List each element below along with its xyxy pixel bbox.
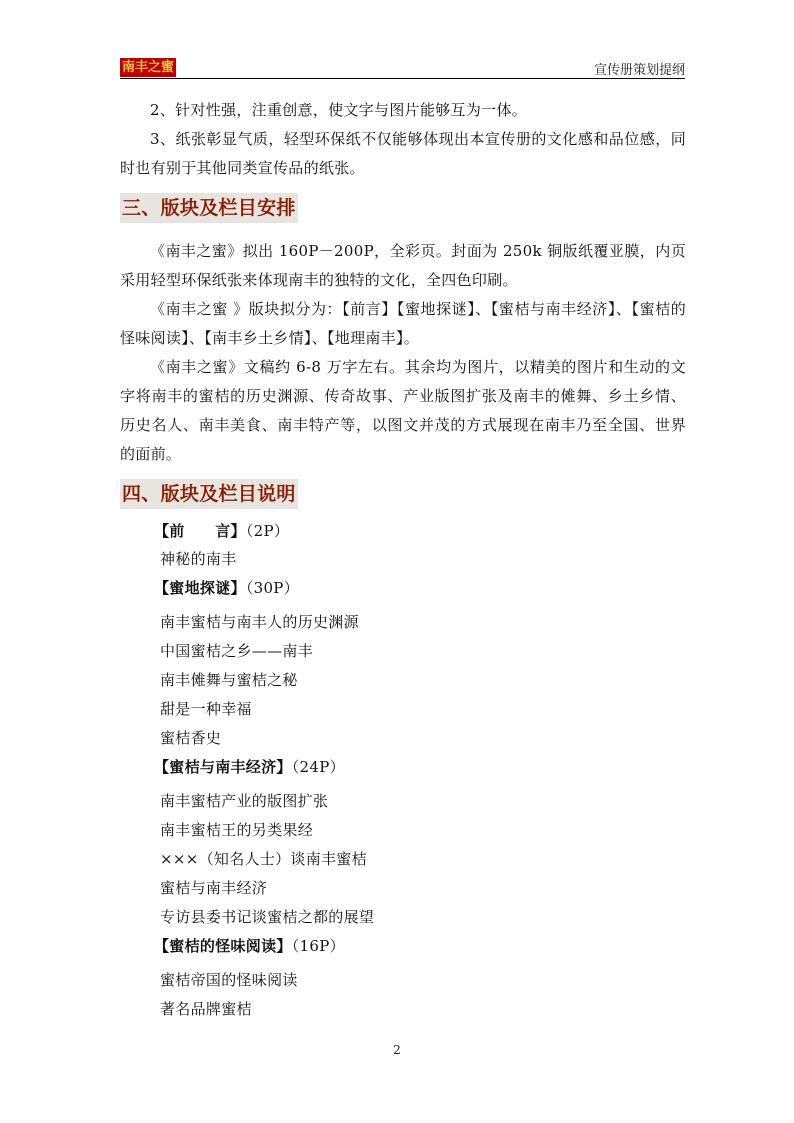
column-pages: （16P） [291,937,345,955]
body-paragraph: 《南丰之蜜》拟出 160P－200P，全彩页。封面为 250k 铜版纸覆亚膜，内页采用轻型环保纸张来体现南丰的独特的文化，全四色印刷。 [120,242,686,289]
column-pages: （24P） [291,758,345,776]
column-title: 【蜜地探谜】 [154,579,246,597]
list-item: 蜜桔帝国的怪味阅读 [160,971,298,989]
page-header [120,58,685,79]
list-item: 著名品牌蜜桔 [160,1000,252,1018]
column-item-list [120,787,686,932]
list-item: 专访县委书记谈蜜桔之都的展望 [160,908,375,926]
column-item-list [120,545,686,574]
column-item-list [120,608,686,753]
list-item: 蜜桔香史 [160,729,222,747]
column-pages: （2P） [245,522,290,540]
column-heading [154,932,686,960]
list-item: 南丰蜜桔与南丰人的历史渊源 [160,613,359,631]
page-content [120,96,686,1024]
section-heading: 四、版块及栏目说明 [120,479,298,509]
column-pages: （30P） [245,579,299,597]
page-number: 2 [393,1043,401,1057]
body-paragraph: 《南丰之蜜 》版块拟分为：【前言】【蜜地探谜】、【蜜桔与南丰经济】、【蜜桔的怪味阅读】、【南丰乡土乡情】、【地理南丰】。 [120,300,686,347]
list-item: 南丰傩舞与蜜桔之秘 [160,671,298,689]
list-item: 甜是一种幸福 [160,700,252,718]
brand-label: 南丰之蜜 [122,60,175,75]
section-heading: 三、版块及栏目安排 [120,193,298,223]
body-paragraph: 《南丰之蜜》文稿约 6-8 万字左右。其余均为图片，以精美的图片和生动的文字将南丰的蜜桔的历史渊源、传奇故事、产业版图扩张及南丰的傩舞、乡土乡情、历史名人、南丰美食、南丰特产等，以图文并茂的方式展现在南丰乃至全国、世界的面前。 [120,358,686,463]
column-title: 【蜜桔与南丰经济】 [154,758,292,776]
column-title: 【蜜桔的怪味阅读】 [154,937,292,955]
column-heading [154,574,686,602]
header-title: 宣传册策划提纲 [593,63,685,78]
list-item: 蜜桔与南丰经济 [160,879,268,897]
column-item-list [120,966,686,1024]
list-item: 南丰蜜桔产业的版图扩张 [160,792,329,810]
column-heading [154,753,686,781]
list-item: ×××（知名人士）谈南丰蜜桔 [160,850,367,868]
list-item: 中国蜜桔之乡——南丰 [160,642,314,660]
intro-paragraph: 2、针对性强，注重创意，使文字与图片能够互为一体。 [150,101,528,119]
intro-paragraph: 3、纸张彰显气质，轻型环保纸不仅能够体现出本宣传册的文化感和品位感，同时也有别于其他同类宣传品的纸张。 [120,130,686,177]
list-item: 神秘的南丰 [160,550,237,568]
column-heading [154,517,686,545]
list-item: 南丰蜜桔王的另类果经 [160,821,314,839]
column-title: 【前 言】 [154,522,246,540]
